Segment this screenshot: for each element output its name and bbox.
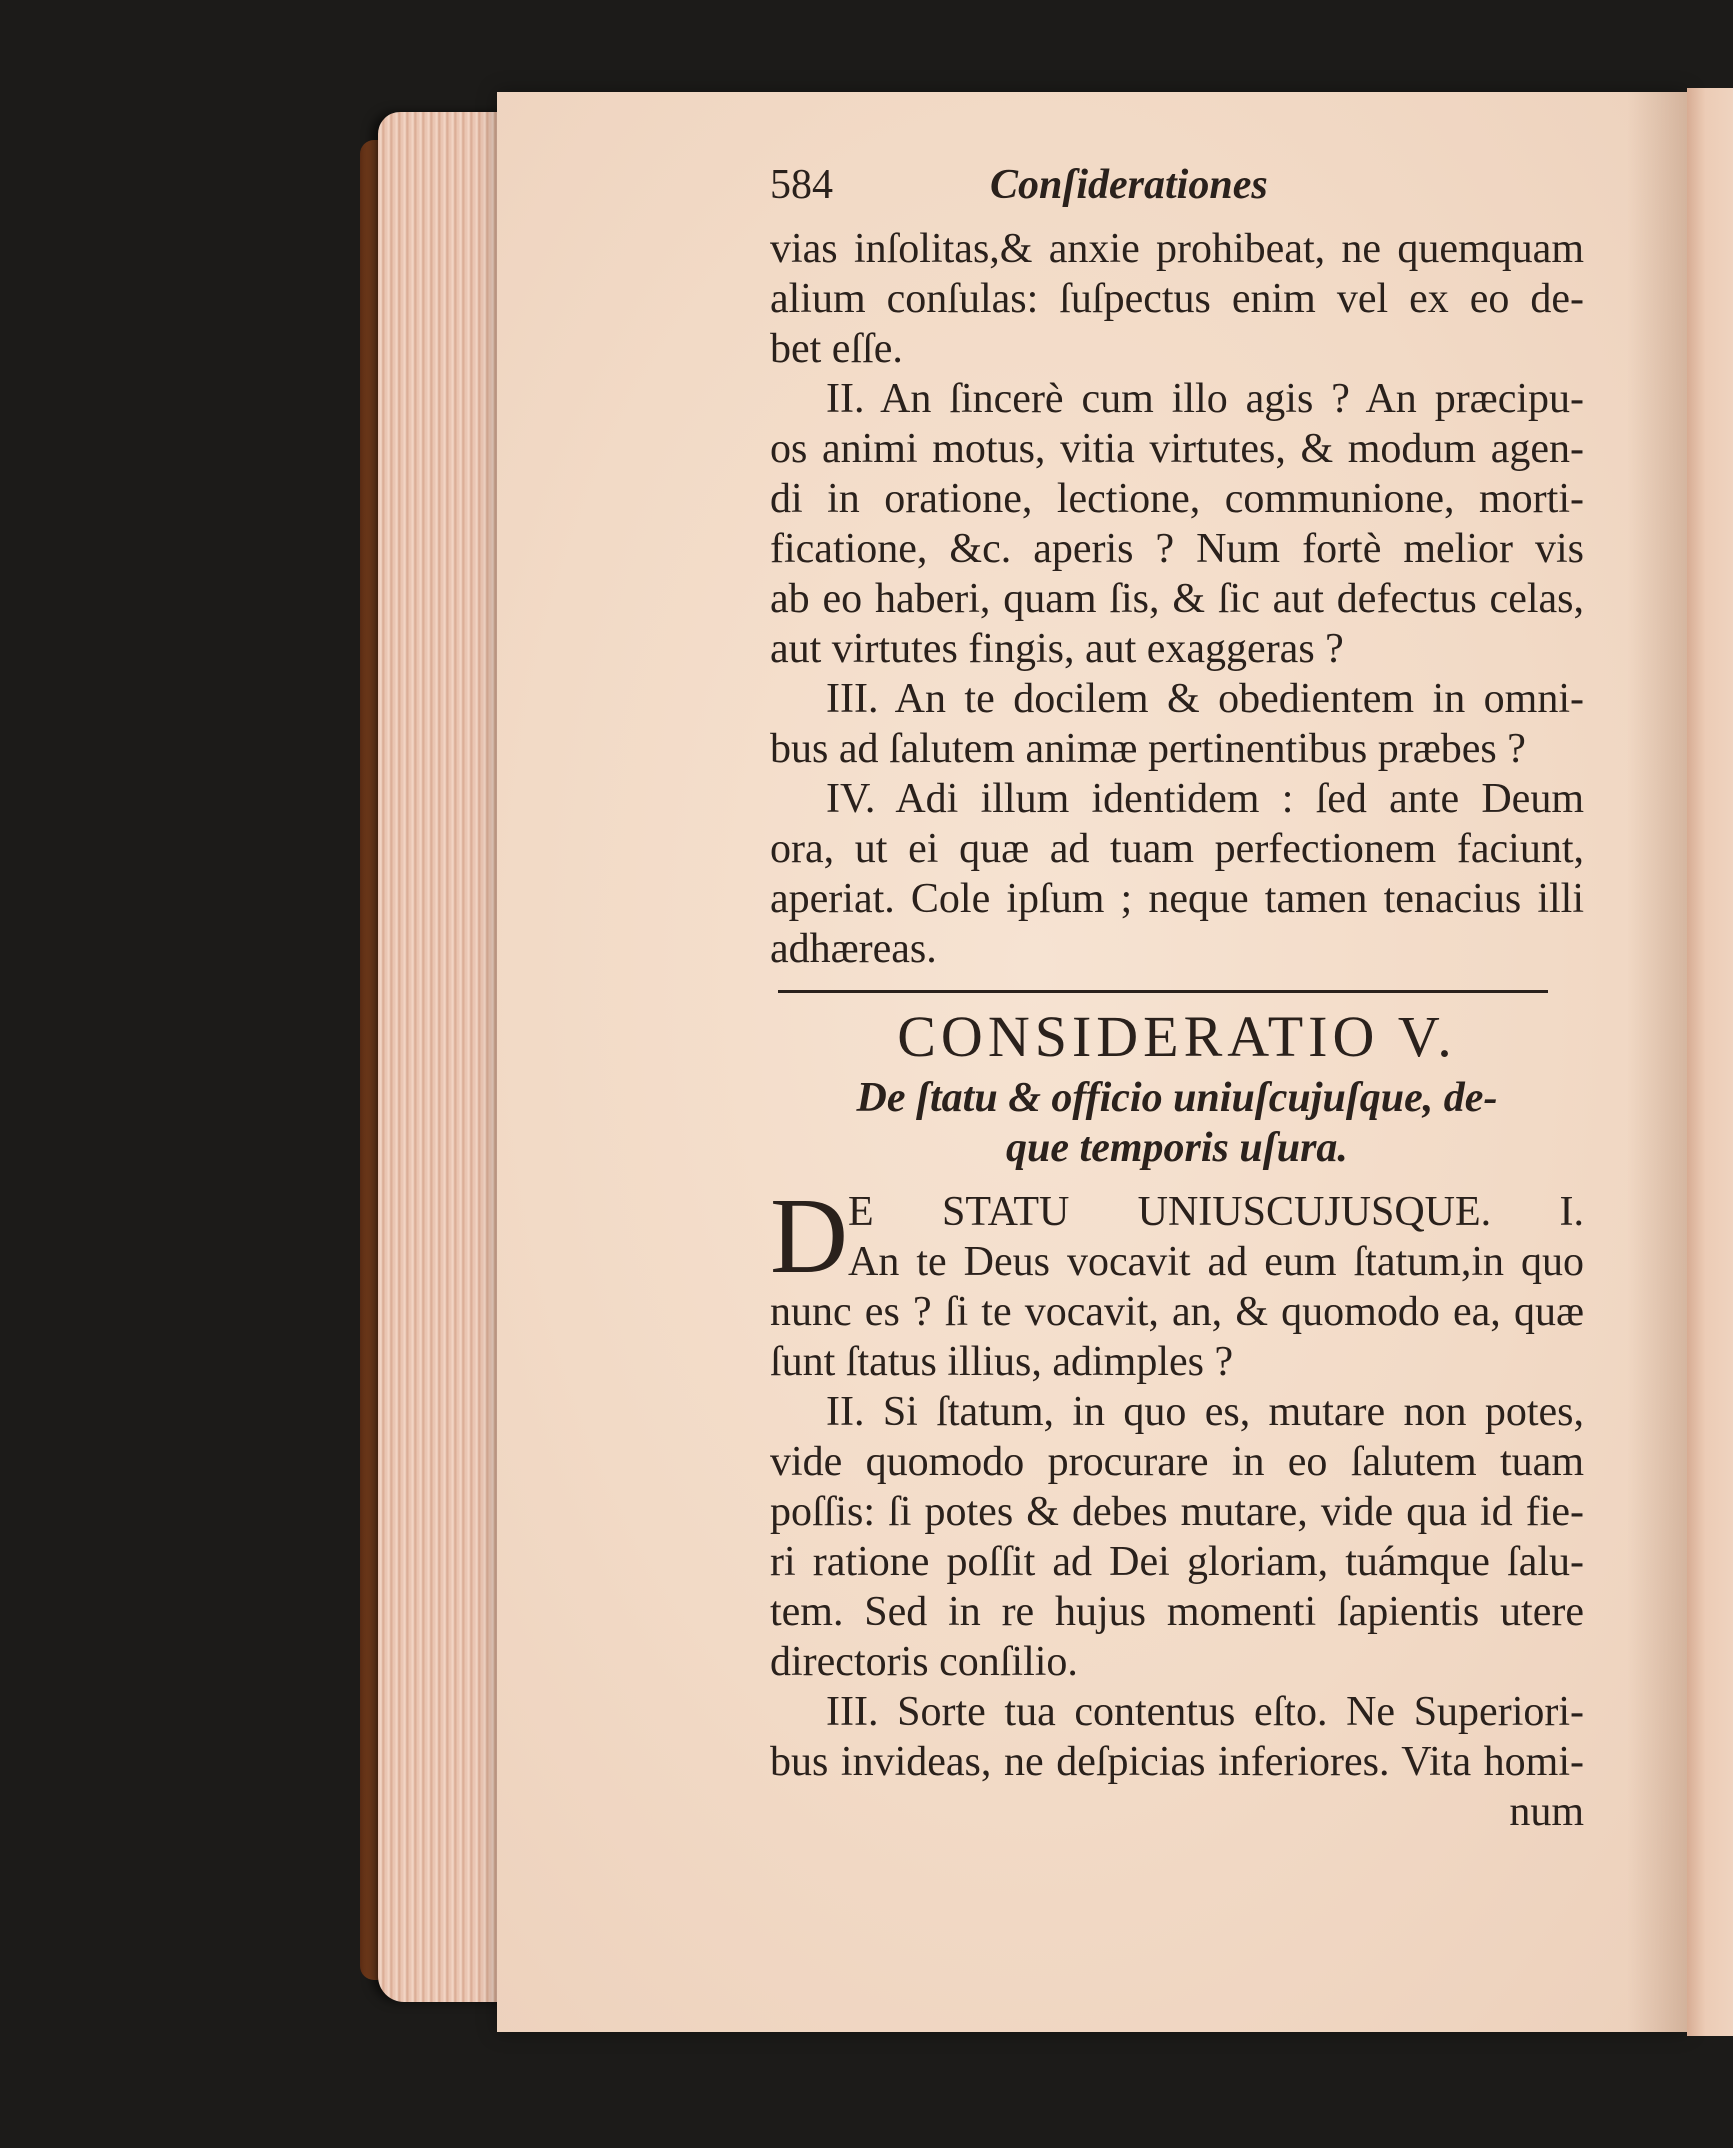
text-line: poſſis: ſi potes & debes mutare, vide qua id fie- bbox=[770, 1489, 1584, 1535]
text-line: bet eſſe. bbox=[770, 326, 903, 372]
subheading-line: De ſtatu & officio uniuſcujuſque, de- bbox=[856, 1075, 1498, 1121]
text-line: bus ad ſalutem animæ pertinentibus præbes ? bbox=[770, 726, 1526, 772]
page-number: 584 bbox=[770, 162, 833, 208]
text-line: vias inſolitas,& anxie prohibeat, ne quemquam bbox=[770, 226, 1584, 272]
text-line: ora, ut ei quæ ad tuam perfectionem faciunt, bbox=[770, 826, 1584, 872]
subheading-line: que temporis uſura. bbox=[1006, 1125, 1348, 1171]
paragraph-5 bbox=[770, 1177, 1584, 1387]
paragraph-2 bbox=[770, 374, 1584, 674]
text-line: III. Sorte tua contentus eſto. Ne Superiori- bbox=[826, 1689, 1584, 1735]
running-head bbox=[770, 160, 1584, 224]
catchword: num bbox=[1509, 1789, 1584, 1835]
text-line: adhæreas. bbox=[770, 926, 937, 972]
section-heading: CONSIDERATIO V. bbox=[897, 1004, 1457, 1069]
paragraph-3 bbox=[770, 674, 1584, 774]
facing-page-edge bbox=[1687, 88, 1733, 2036]
paragraph-6 bbox=[770, 1387, 1584, 1687]
paragraph-7 bbox=[770, 1687, 1584, 1787]
section-subheading bbox=[770, 1073, 1584, 1173]
drop-cap: D bbox=[770, 1177, 848, 1296]
text-line: nunc es ? ſi te vocavit, an, & quomodo ea, quæ bbox=[770, 1289, 1584, 1335]
text-line: III. An te docilem & obedientem in omni- bbox=[826, 676, 1584, 722]
text-line: tem. Sed in re hujus momenti ſapientis utere bbox=[770, 1589, 1584, 1635]
paragraph-1 bbox=[770, 224, 1584, 374]
text-line: alium conſulas: ſuſpectus enim vel ex eo de- bbox=[770, 276, 1584, 322]
text-line: directoris conſilio. bbox=[770, 1639, 1078, 1685]
text-line: An te Deus vocavit ad eum ſtatum,in quo bbox=[848, 1239, 1584, 1285]
text-line: vide quomodo procurare in eo ſalutem tuam bbox=[770, 1439, 1584, 1485]
text-line: IV. Adi illum identidem : ſed ante Deum bbox=[826, 776, 1584, 822]
paragraph-4 bbox=[770, 774, 1584, 974]
text-line: os animi motus, vitia virtutes, & modum agen- bbox=[770, 426, 1584, 472]
text-line: bus invideas, ne deſpicias inferiores. Vita homi- bbox=[770, 1739, 1584, 1785]
text-line: II. Si ſtatum, in quo es, mutare non potes, bbox=[826, 1389, 1584, 1435]
text-line: aperiat. Cole ipſum ; neque tamen tenacius illi bbox=[770, 876, 1584, 922]
text-line: ficatione, &c. aperis ? Num fortè melior vis bbox=[770, 526, 1584, 572]
text-line: ri ratione poſſit ad Dei gloriam, tuámque ſalu- bbox=[770, 1539, 1584, 1585]
text-line: II. An ſincerè cum illo agis ? An præcipu- bbox=[826, 376, 1584, 422]
running-title: Conſiderationes bbox=[990, 162, 1268, 208]
text-line: di in oratione, lectione, communione, morti- bbox=[770, 476, 1584, 522]
page-text bbox=[770, 160, 1584, 1837]
text-line: E STATU UNIUSCUJUSQUE. I. bbox=[848, 1189, 1584, 1235]
text-line: ab eo haberi, quam ſis, & ſic aut defectus celas, bbox=[770, 576, 1584, 622]
section-rule bbox=[778, 990, 1548, 993]
text-line: ſunt ſtatus illius, adimples ? bbox=[770, 1339, 1234, 1385]
text-line: aut virtutes fingis, aut exaggeras ? bbox=[770, 626, 1344, 672]
